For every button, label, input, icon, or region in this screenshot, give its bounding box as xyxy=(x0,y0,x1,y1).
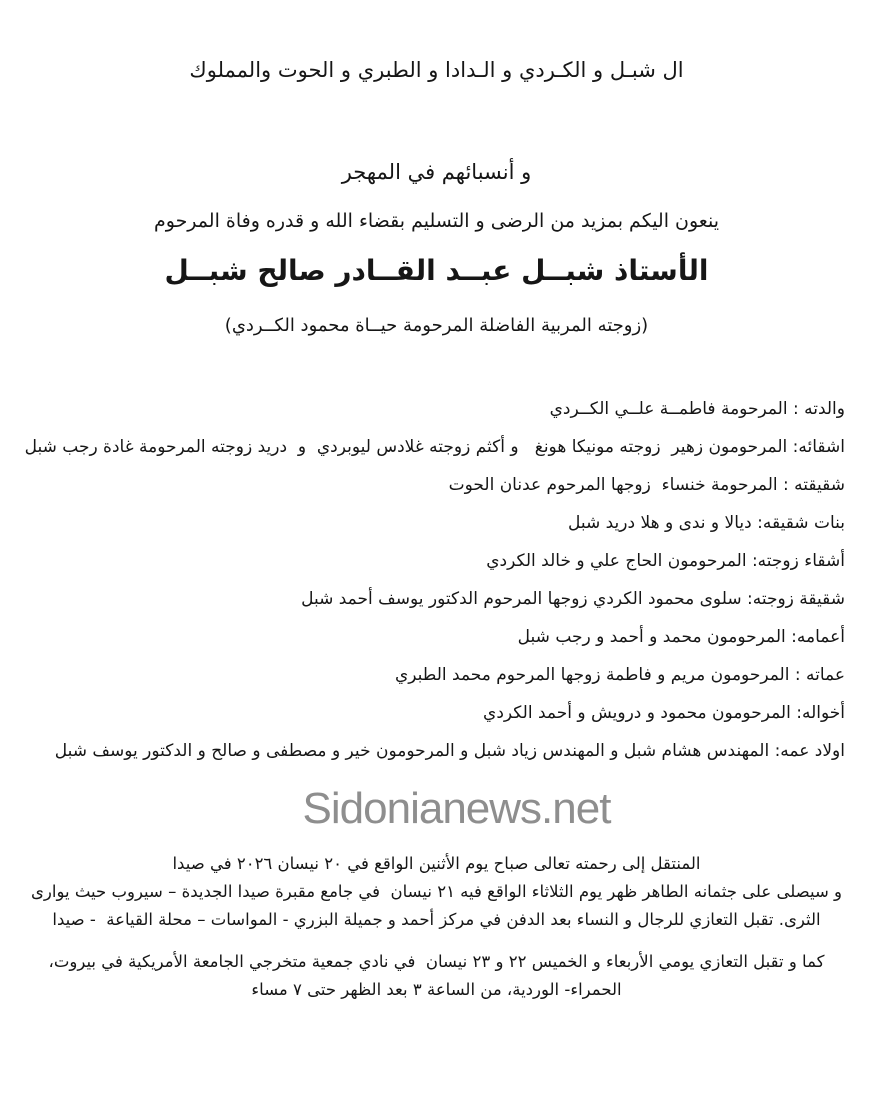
relatives-list xyxy=(0,390,873,770)
condolences-line-venue: كما و تقبل التعازي يومي الأربعاء و الخميس ٢٢ و ٢٣ نيسان في نادي جمعية متخرجي الجامعة الأمريكية في بيروت، xyxy=(48,952,825,972)
relative-line-wife-sister: شقيقة زوجته: سلوى محمود الكردي زوجها المرحوم الدكتور يوسف أحمد شبل xyxy=(301,589,845,610)
family-names-line: ال شبـل و الكـردي و الـدادا و الطبري و الحوت والمملوك xyxy=(189,58,684,82)
relative-line-brothers: اشقائه: المرحومون زهير زوجته مونيكا هونغ و أكثم زوجته غلادس ليوبردي و دريد زوجته المرحومة غادة رجب شبل xyxy=(24,437,845,458)
relative-line-wife-brothers: أشقاء زوجته: المرحومون الحاج علي و خالد الكردي xyxy=(486,551,845,572)
relative-line-nieces: بنات شقيقه: ديالا و ندى و هلا دريد شبل xyxy=(567,513,845,534)
relative-line-sister: شقيقته : المرحومة خنساء زوجها المرحوم عدنان الحوت xyxy=(448,475,845,496)
condolences-line-hours: الحمراء- الوردية، من الساعة ٣ بعد الظهر حتى ٧ مساء xyxy=(251,980,622,1000)
deceased-wife-line: (زوجته المربية الفاضلة المرحومة حيــاة محمود الكــردي) xyxy=(224,315,649,337)
relative-line-paternal-aunts: عماته : المرحومون مريم و فاطمة زوجها المرحوم محمد الطبري xyxy=(394,665,845,686)
funeral-line-prayer: و سيصلى على جثمانه الطاهر ظهر يوم الثلاثاء الواقع فيه ٢١ نيسان في جامع مقبرة صيدا الجديدة – سيروب حيث يوارى xyxy=(30,882,842,902)
funeral-details-paragraph xyxy=(0,850,873,934)
funeral-line-burial: الثرى. تقبل التعازي للرجال و النساء بعد الدفن في مركز أحمد و جميلة البزري - المواسات – محلة القياعة - صيدا xyxy=(52,910,821,930)
relative-line-maternal-uncles: أخواله: المرحومون محمود و درويش و أحمد الكردي xyxy=(483,703,845,724)
sidonianews-watermark: Sidonianews.net xyxy=(302,784,611,834)
relative-line-cousins: اولاد عمه: المهندس هشام شبل و المهندس زياد شبل و المرحومون خير و مصطفى و صالح و الدكتور يوسف شبل xyxy=(54,741,845,762)
deceased-name: الأستاذ شبــل عبــد القــادر صالح شبــل xyxy=(164,254,709,288)
diaspora-line: و أنسبائهم في المهجر xyxy=(341,160,532,185)
relative-line-paternal-uncles: أعمامه: المرحومون محمد و أحمد و رجب شبل xyxy=(517,627,845,648)
announcement-line: ينعون اليكم بمزيد من الرضى و التسليم بقضاء الله و قدره وفاة المرحوم xyxy=(153,209,719,232)
condolences-paragraph xyxy=(0,948,873,1004)
relative-line-mother: والدته : المرحومة فاطمــة علــي الكــردي xyxy=(549,399,845,420)
funeral-line-death-date: المنتقل إلى رحمته تعالى صباح يوم الأثنين الواقع في ٢٠ نيسان ٢٠٢٦ في صيدا xyxy=(172,854,701,874)
